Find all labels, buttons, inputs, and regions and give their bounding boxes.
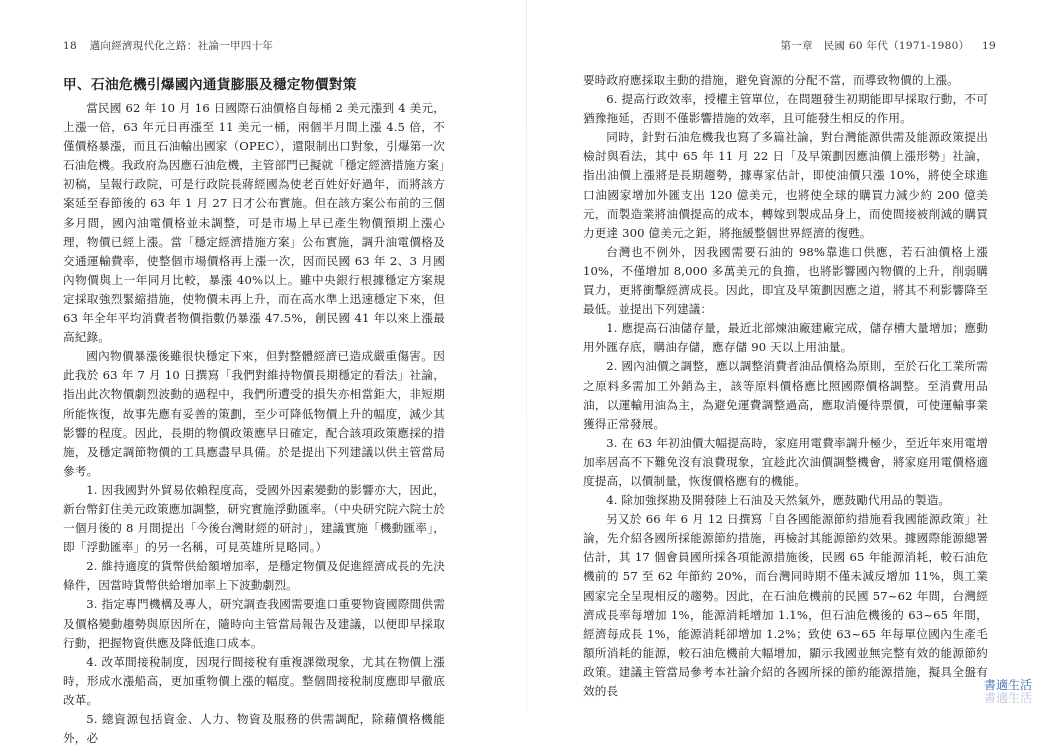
list-item: 1. 因我國對外貿易依賴程度高，受國外因素變動的影響亦大，因此，新台幣釘住美元政策應加調整，研究實施浮動匯率。（中央研究院六院士於一個月後的 8 月間提出「今後台灣財經的研討」，建議實施「機動匯率」，即「浮動匯率」的另一名稱，可見英雄所見略同。） [63,482,445,555]
paragraph: 當民國 62 年 10 月 16 日國際石油價格自每桶 2 美元漲到 4 美元，上漲一倍，63 年元日再漲至 11 美元一桶，兩個半月間上漲 4.5 倍，不僅價格暴漲，而且石油輸出國家（OPEC），還限制出口對象，引爆第一次石油危機。我政府為因應石油危機，主管部門已擬就「穩定經濟措施方案」初稿，呈報行政院，可是行政院長蔣經國為使老百姓好好過年，而將該方案延至春節後的 63 年 1 月 27 日才公布實施。但在該方案公布前的三個多月間，國內油電價格並未調整，可是市場上早已產生物價預期上漲心理，物價已經上漲。當「穩定經濟措施方案」公布實施，調升油電價格及交通運輸費率，使整個市場價格再上漲一次，因而民國 63 年 2、3 月國內物價與上一年同月比較，暴漲 40%以上。雖中央銀行根據穩定方案規定採取強烈緊縮措施，使物價未再上升，而在高水準上迅速穩定下來，但 63 年全年平均消費者物價指數仍暴漲 47.5%，創民國 41 年以來上漲最高紀錄。 [63,101,445,345]
right-running-head [780,38,996,53]
left-running-head [63,38,273,53]
left-running-title: 邁向經濟現代化之路：社論一甲四十年 [89,40,274,52]
watermark-logo [984,679,1032,705]
list-item: 6. 提高行政效率，授權主管單位，在問題發生初期能即早採取行動，不可猶豫拖延，否則不僅影響措施的效率，且可能發生相反的作用。 [583,92,988,126]
list-item: 3. 在 63 年初油價大幅提高時，家庭用電費率調升極少，至近年來用電增加率居高不下難免沒有浪費現象，宜趁此次油價調整機會，將家庭用電價格適度提高，以價制量，恢復價格應有的機能。 [583,435,988,488]
list-item: 2. 維持適度的貨幣供給額增加率，是穩定物價及促進經濟成長的先決條件，因當時貨幣供給增加率上下波動劇烈。 [63,559,445,593]
list-item: 1. 應提高石油儲存量，最近北部煉油廠建廠完成，儲存槽大量增加；應動用外匯存底，購油存儲，應存儲 90 天以上用油量。 [583,321,988,355]
right-page [527,0,1054,713]
paragraph: 同時，針對石油危機我也寫了多篇社論，對台灣能源供需及能源政策提出檢討與看法，其中 65 年 11 月 22 日「及早策劃因應油價上漲形勢」社論，指出油價上漲將是長期趨勢，據專家估計，即使油價只漲 10%，將使全球進口油國家增加外匯支出 120 億美元，也將使全球的購買力減少約 200 億美元，而製造業將油價提高的成本，轉嫁到製成品身上，而使間接被削減的購買力更達 300 億美元之鉅，將拖緩整個世界經濟的復甦。 [583,130,988,240]
right-body [583,71,988,701]
list-item: 4. 除加強探勘及開發陸上石油及天然氣外，應鼓勵代用品的製造。 [606,493,951,508]
left-page-number: 18 [63,40,77,52]
paragraph: 台灣也不例外，因我國需要石油的 98%靠進口供應，若石油價格上漲 10%，不僅增加 8,000 多萬美元的負擔，也將影響國內物價的上升，削弱購買力，更將衝擊經濟成長。因此，即宜及早策劃因應之道，將其不利影響降至最低。並提出下列建議： [583,244,988,317]
continuation-text: 要時政府應採取主動的措施，避免資源的分配不當，而導致物價的上漲。 [583,73,959,87]
right-page-number: 19 [982,40,996,52]
section-title: 甲、石油危機引爆國內通貨膨脹及穩定物價對策 [63,77,357,93]
left-page [0,0,527,746]
watermark-line-faded: 書適生活 [983,691,1032,705]
left-body [63,99,445,748]
list-item: 4. 改革間接稅制度，因現行間接稅有重複課徵現象，尤其在物價上漲時，形成水漲船高，更加重物價上漲的幅度。整個間接稅制度應即早徹底改革。 [63,654,445,707]
right-running-title: 第一章 民國 60 年代（1971-1980） [780,40,970,52]
list-item: 5. 總資源包括資金、人力、物資及服務的供需調配，除藉價格機能外，必 [63,712,445,746]
paragraph: 國內物價暴漲後雖很快穩定下來，但對整體經濟已造成嚴重傷害。因此我於 63 年 7 月 10 日撰寫「我們對維持物價長期穩定的看法」社論，指出此次物價劇烈波動的過程中，我們所遭受的損失亦相當鉅大，非短期所能恢復，故事先應有妥善的策劃，至少可降低物價上升的幅度，減少其影響的程度。因此，長期的物價政策應早日確定，配合該項政策應採的措施，及穩定調節物價的工具應盡早具備。於是提出下列建議以供主管當局參考。 [63,349,445,478]
list-item: 3. 指定專門機構及專人，研究調查我國需要進口重要物資國際間供需及價格變動趨勢與原因所在，隨時向主管當局報告及建議，以便即早採取行動，把握物資供應及降低進口成本。 [63,597,445,650]
watermark-line: 書適生活 [983,678,1032,692]
paragraph: 另又於 66 年 6 月 12 日撰寫「自各國能源節約措施看我國能源政策」社論，先介紹各國所採能源節約措施，再檢討其能源節約效果。據國際能源總署估計，其 17 個會員國所採各項能源措施後，民國 65 年能源消耗，較石油危機前的 57 至 62 年節約 20%，而台灣同時期不僅未減反增加 11%，與工業國家完全呈現相反的趨勢。因此，在石油危機前的民國 57~62 年間，台灣經濟成長率每增加 1%，能源消耗增加 1.1%，但石油危機後的 63~65 年間，經濟每成長 1%，能源消耗卻增加 1.2%；致使 63~65 年每單位國內生產毛額所消耗的能源，較石油危機前大幅增加，顯示我國並無完整有效的能源節約政策。建議主管當局參考本社論介紹的各國所採的節約能源措施，擬具全盤有效的長 [583,512,988,698]
list-item: 2. 國內油價之調整，應以調整消費者油品價格為原則，至於石化工業所需之原料多需加工外銷為主，該等原料價格應比照國際價格調整。至消費用品油，以運輸用油為主，為避免運費調整過高，應取消優待票價，可使運輸事業獲得正常發展。 [583,359,988,431]
